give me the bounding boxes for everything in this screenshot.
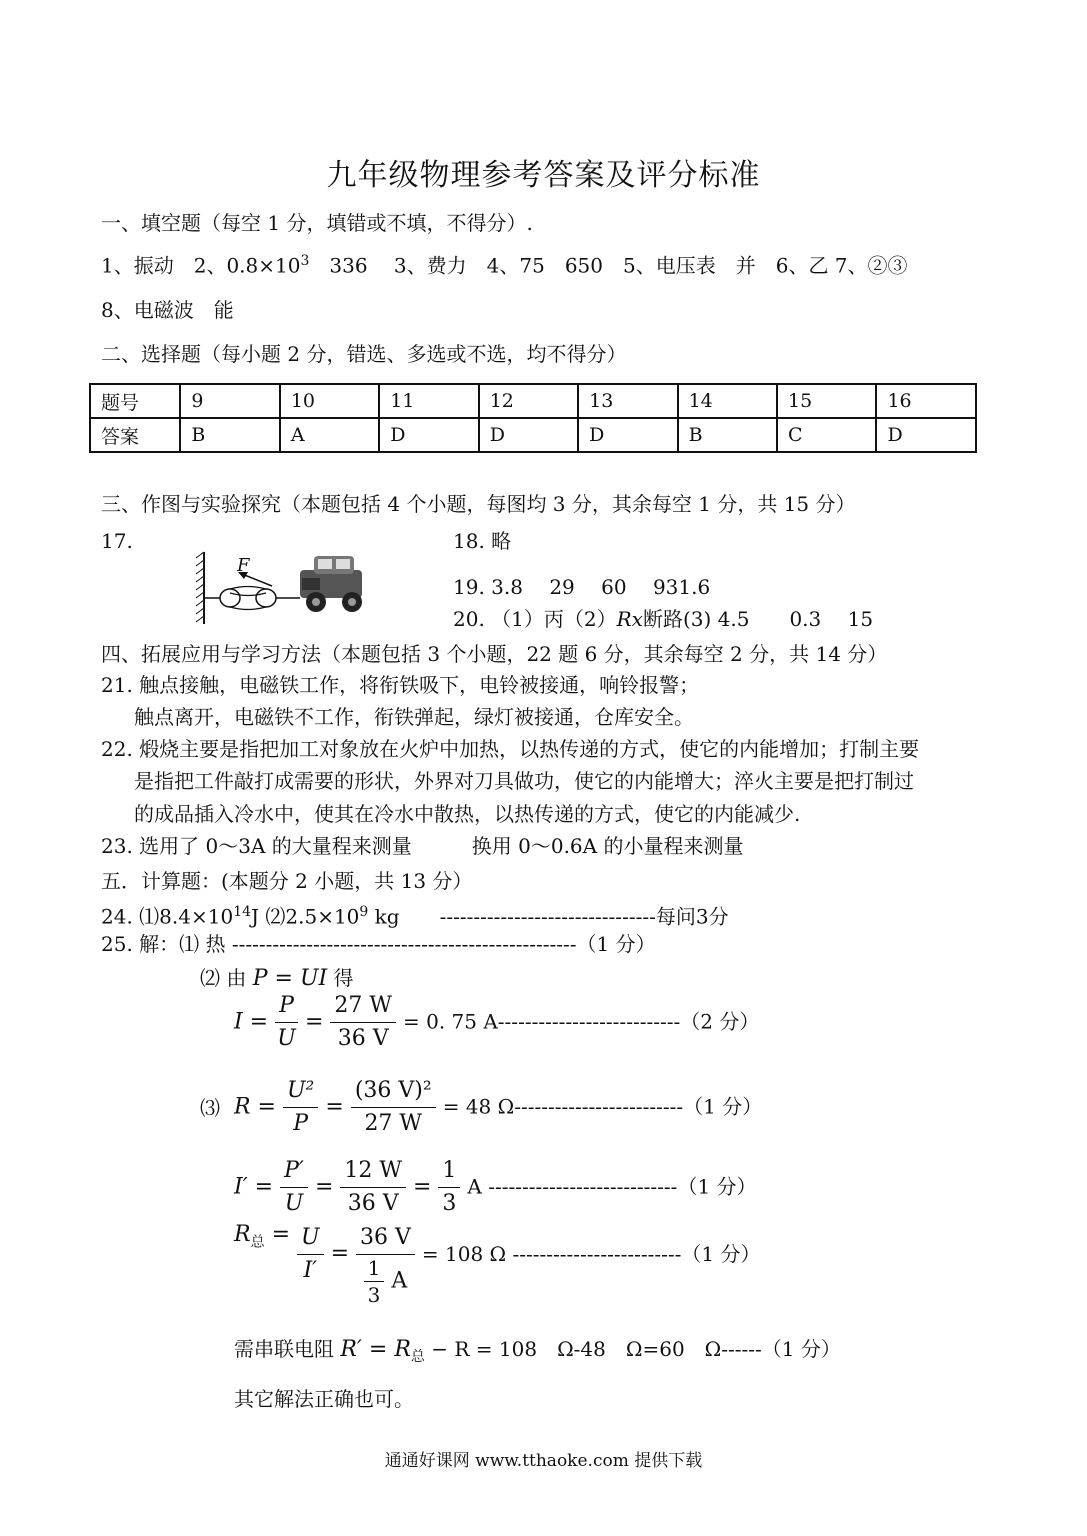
table-cell: 12 [479, 384, 578, 418]
part-text: 由 [226, 966, 247, 990]
exponent: 14 [233, 904, 252, 920]
formula: R′ = R [340, 1337, 411, 1362]
table-cell: D [578, 418, 677, 452]
section-2-heading: 二、选择题（每小题 2 分，错选、多选或不选，均不得分） [101, 342, 627, 366]
table-row-answers [90, 418, 976, 452]
eq-text: − R = 108 Ω-48 Ω=60 Ω------（1 分） [431, 1337, 841, 1361]
table-cell: 16 [876, 384, 976, 418]
q24-part-b: J ⑵2.5×10 [251, 904, 360, 929]
footer-source: 通通好课网 www.tthaoke.com 提供下载 [384, 1451, 703, 1471]
question-19-answer: 19. 3.8 29 60 931.6 [453, 575, 711, 599]
eq-rhs: = 0. 75 A---------------------------（2 分） [402, 1009, 760, 1034]
equation-resistance: R = $\frac{\text{U²}}{P}$ = $\frac{\text{(36 V)²}}{27 W}$ = 48 Ω-------------------------（1 分） [234, 1075, 762, 1140]
q24-part-a: 24. ⑴8.4×10 [101, 904, 234, 929]
question-25-part-3-label: ⑶ [200, 1096, 220, 1120]
frac-num: 1 [364, 1255, 385, 1282]
frac-num: (36 V)² [351, 1075, 436, 1108]
eq-text: 需串联电阻 [234, 1337, 334, 1361]
section-3-heading: 三、作图与实验探究（本题包括 4 个小题，每图均 3 分，其余每空 1 分，共 15 分） [101, 492, 856, 516]
eq-lhs: R = [234, 1094, 276, 1120]
equation-total-resistance: $R_总$ = $\frac{U}{I'}$ = 36 V $\frac{1}{3}$ A = 108 Ω -------------------------（1 分） [234, 1222, 761, 1307]
table-cell: 14 [678, 384, 777, 418]
frac-num: U² [283, 1075, 318, 1108]
subscript: 总 [410, 1349, 425, 1365]
equation-new-current: I′ = $\frac{P'}{U}$ = $\frac{12 W}{36 V}$ = $\frac{1}{3}$ A ----------------------------（1 分） [234, 1155, 757, 1220]
pulley-car-figure [192, 548, 372, 628]
frac-den: P [293, 1111, 309, 1136]
table-cell: D [379, 418, 478, 452]
alternative-solution-note: 其它解法正确也可。 [234, 1387, 414, 1411]
question-22-line-1: 22. 煅烧主要是指把加工对象放在火炉中加热，以热传递的方式，使它的内能增加；打制主要 [101, 737, 920, 761]
question-21-line-2: 触点离开，电磁铁不工作，衔铁弹起，绿灯被接通，仓库安全。 [134, 705, 694, 729]
q20-rx: Rx [616, 607, 643, 631]
table-row-numbers [90, 384, 976, 418]
table-cell: 13 [578, 384, 677, 418]
question-24-answer [101, 897, 729, 932]
table-cell: D [876, 418, 976, 452]
table-cell: B [180, 418, 279, 452]
equation-series-resistance [234, 1334, 841, 1372]
subscript: 总 [250, 1234, 265, 1251]
section-1-answers-line-1 [101, 246, 908, 281]
exponent: 3 [300, 253, 310, 269]
frac-den: 36 V [347, 1191, 399, 1216]
table-cell: 11 [379, 384, 478, 418]
question-20-answer [453, 604, 873, 634]
table-cell: 10 [280, 384, 379, 418]
q20-part-a: 20. （1）丙（2） [453, 607, 617, 631]
page-title: 九年级物理参考答案及评分标准 [326, 158, 761, 193]
eq-lhs: I = [234, 1009, 269, 1035]
answer-table [89, 383, 977, 453]
eq-rhs: = 48 Ω-------------------------（1 分） [442, 1094, 763, 1119]
frac-num: 36 V [356, 1222, 415, 1255]
section-4-heading: 四、拓展应用与学习方法（本题包括 3 个小题，22 题 6 分，其余每空 2 分，共 14 分） [101, 642, 888, 666]
frac-den: I′ [303, 1258, 318, 1283]
part-text: 得 [333, 966, 354, 990]
table-cell: C [777, 418, 876, 452]
answers-1-part-b: 336 3、费力 4、75 650 5、电压表 并 6、乙 7、②③ [309, 253, 908, 278]
table-row-label: 题号 [90, 384, 180, 418]
eq-rhs: = 108 Ω -------------------------（1 分） [421, 1242, 761, 1266]
formula: P = UI [252, 966, 328, 991]
q20-part-b: 断路(3) 4.5 0.3 15 [642, 607, 874, 631]
section-1-answers-line-2: 8、电磁波 能 [101, 298, 234, 322]
table-cell: 9 [180, 384, 279, 418]
section-5-heading: 五．计算题：(本题分 2 小题，共 13 分） [101, 869, 473, 893]
frac-num: 27 W [330, 990, 396, 1023]
frac-den: U [277, 1026, 296, 1051]
frac-num: P′ [280, 1155, 308, 1188]
table-cell: B [678, 418, 777, 452]
question-25-part-1: 25. 解：⑴ 热 ---------------------------------------------------（1 分） [101, 932, 656, 956]
frac-den: 27 W [364, 1111, 423, 1136]
q24-part-c: kg --------------------------------每问3分 [368, 904, 729, 929]
eq-lhs: I′ = [234, 1174, 274, 1200]
frac-num: 1 [438, 1155, 460, 1188]
question-17-label: 17. [101, 529, 133, 553]
exponent: 9 [359, 904, 369, 920]
unit: A [391, 1268, 408, 1294]
frac-den: U [284, 1191, 304, 1216]
table-cell: A [280, 418, 379, 452]
frac-den: 3 [367, 1283, 381, 1307]
question-23-answer: 23. 选用了 0～3A 的大量程来测量 换用 0～0.6A 的小量程来测量 [101, 834, 744, 858]
question-22-line-2: 是指把工件敲打成需要的形状，外界对刀具做功，使它的内能增大；淬火主要是把打制过 [134, 769, 914, 793]
question-22-line-3: 的成品插入冷水中，使其在冷水中散热，以热传递的方式，使它的内能减少. [134, 802, 801, 826]
table-cell: D [479, 418, 578, 452]
section-1-heading: 一、填空题（每空 1 分，填错或不填，不得分）. [101, 211, 533, 235]
question-21-line-1: 21. 触点接触，电磁铁工作，将衔铁吸下，电铃被接通，响铃报警； [101, 673, 700, 697]
equation-current: I = $\frac{P}{U}$ = $\frac{27 W}{36 V}$ = 0. 75 A---------------------------（2 分） [234, 990, 759, 1055]
eq-lhs: R [234, 1222, 251, 1247]
table-cell: 15 [777, 384, 876, 418]
eq-rhs: A ----------------------------（1 分） [467, 1174, 757, 1199]
table-row-label: 答案 [90, 418, 180, 452]
frac-den: 36 V [337, 1026, 389, 1051]
part-label: ⑵ [200, 966, 220, 990]
question-18-answer: 18. 略 [453, 529, 512, 553]
frac-num: P [275, 990, 298, 1023]
force-label: F [237, 555, 250, 576]
frac-den: 3 [442, 1191, 457, 1216]
frac-num: 12 W [340, 1155, 406, 1188]
frac-num: U [297, 1222, 324, 1255]
answers-1-part-a: 1、振动 2、0.8×10 [101, 253, 301, 278]
